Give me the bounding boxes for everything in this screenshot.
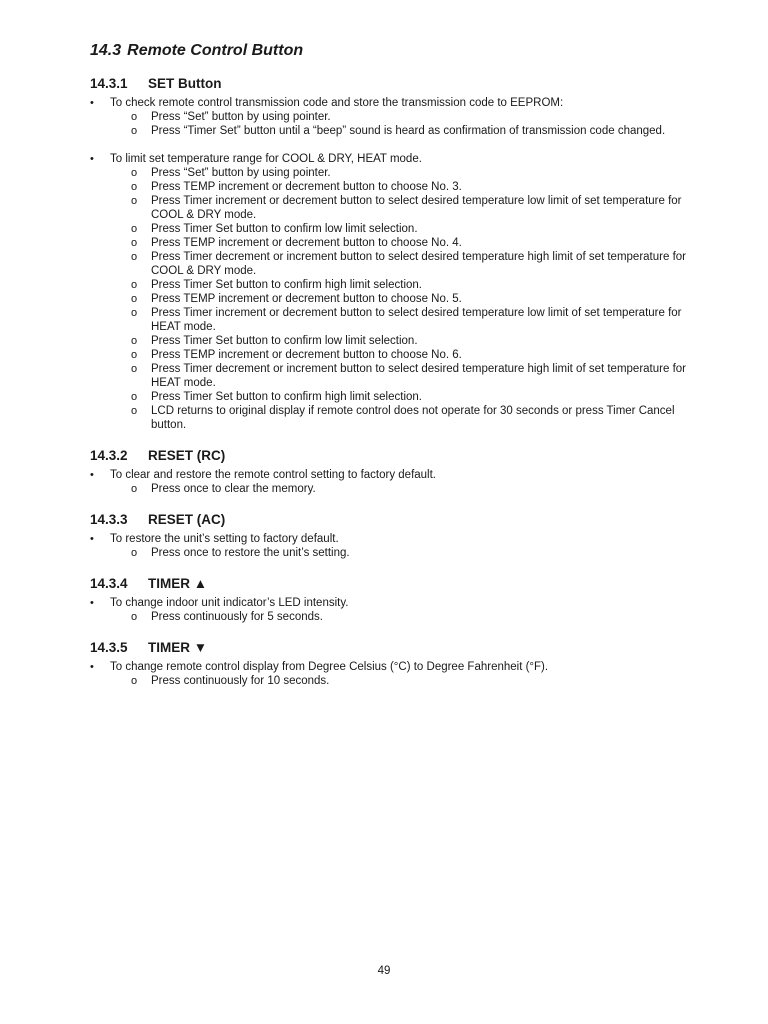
sub-bullet-marker: o [131, 125, 138, 137]
subsection-title: TIMER ▼ [148, 640, 208, 655]
section-title-text: Remote Control Button [127, 42, 304, 59]
sub-bullet-marker: o [131, 251, 138, 263]
sub-bullet-item [110, 348, 690, 362]
sub-bullet-marker: o [131, 237, 138, 249]
bullet-marker: • [90, 469, 94, 481]
sub-bullet-text: Press “Set” button by using pointer. [151, 111, 331, 123]
sub-bullet-marker: o [131, 111, 138, 123]
sub-bullet-item [110, 222, 690, 236]
sub-bullet-marker: o [131, 279, 138, 291]
sub-bullet-list [110, 110, 690, 138]
sub-bullet-item [110, 250, 690, 278]
subsection-14-3-5 [90, 639, 690, 688]
sub-bullet-item [110, 362, 690, 390]
sub-bullet-text: Press Timer Set button to confirm low limit selection. [151, 223, 418, 235]
subsection-heading [90, 575, 690, 593]
subsection-number: 14.3.3 [90, 512, 128, 527]
sub-bullet-list [110, 482, 690, 496]
sub-bullet-marker: o [131, 547, 138, 559]
sub-bullet-item [110, 306, 690, 334]
bullet-list [90, 468, 690, 496]
sub-bullet-text: Press Timer increment or decrement button to select desired temperature low limit of set temperature for HEAT mode. [151, 307, 682, 333]
sub-bullet-marker: o [131, 405, 138, 417]
sub-bullet-item [110, 334, 690, 348]
sub-bullet-item [110, 404, 690, 432]
sub-bullet-text: Press Timer increment or decrement button to select desired temperature low limit of set temperature for COOL & DRY mode. [151, 195, 682, 221]
bullet-text: To change indoor unit indicator’s LED intensity. [110, 597, 349, 609]
sub-bullet-marker: o [131, 293, 138, 305]
sub-bullet-marker: o [131, 349, 138, 361]
sub-bullet-text: Press Timer Set button to confirm low limit selection. [151, 335, 418, 347]
subsection-title: SET Button [148, 76, 222, 91]
bullet-text: To check remote control transmission code and store the transmission code to EEPROM: [110, 97, 564, 109]
subsection-heading [90, 447, 690, 465]
sub-bullet-marker: o [131, 167, 138, 179]
bullet-item [90, 596, 690, 624]
bullet-item [90, 660, 690, 688]
subsection-heading [90, 639, 690, 657]
bullet-marker: • [90, 97, 94, 109]
sub-bullet-text: Press “Timer Set” button until a “beep” sound is heard as confirmation of transmission code changed. [151, 125, 666, 137]
subsection-number: 14.3.1 [90, 76, 128, 91]
sub-bullet-list [110, 546, 690, 560]
sub-bullet-item [110, 292, 690, 306]
sub-bullet-text: Press TEMP increment or decrement button to choose No. 6. [151, 349, 462, 361]
bullet-list [90, 660, 690, 688]
bullet-text: To clear and restore the remote control setting to factory default. [110, 469, 437, 481]
sub-bullet-text: Press Timer decrement or increment button to select desired temperature high limit of set temperature for COOL & DRY mode. [151, 251, 686, 277]
sub-bullet-list [110, 674, 690, 688]
bullet-marker: • [90, 597, 94, 609]
sub-bullet-marker: o [131, 611, 138, 623]
subsection-14-3-2 [90, 447, 690, 496]
sub-bullet-text: Press once to restore the unit’s setting. [151, 547, 350, 559]
subsection-14-3-1 [90, 75, 690, 432]
sub-bullet-text: Press TEMP increment or decrement button to choose No. 3. [151, 181, 462, 193]
sub-bullet-item [110, 110, 690, 124]
sub-bullet-marker: o [131, 483, 138, 495]
bullet-list [90, 96, 690, 432]
sub-bullet-item [110, 674, 690, 688]
page-number: 49 [377, 965, 391, 977]
sub-bullet-item [110, 180, 690, 194]
bullet-item [90, 152, 690, 432]
subsection-14-3-3 [90, 511, 690, 560]
sub-bullet-text: Press continuously for 5 seconds. [151, 611, 323, 623]
subsection-heading [90, 511, 690, 529]
sub-bullet-marker: o [131, 335, 138, 347]
bullet-marker: • [90, 661, 94, 673]
sub-bullet-marker: o [131, 675, 138, 687]
sub-bullet-item [110, 278, 690, 292]
sub-bullet-text: Press Timer decrement or increment button to select desired temperature high limit of set temperature for HEAT mode. [151, 363, 686, 389]
sub-bullet-item [110, 482, 690, 496]
sub-bullet-marker: o [131, 307, 138, 319]
section-title [90, 40, 303, 62]
sub-bullet-text: Press Timer Set button to confirm high limit selection. [151, 391, 422, 403]
sub-bullet-text: Press continuously for 10 seconds. [151, 675, 330, 687]
subsection-number: 14.3.2 [90, 448, 128, 463]
bullet-text: To limit set temperature range for COOL & DRY, HEAT mode. [110, 153, 422, 165]
sub-bullet-marker: o [131, 195, 138, 207]
subsection-number: 14.3.5 [90, 640, 128, 655]
sub-bullet-text: Press once to clear the memory. [151, 483, 316, 495]
sub-bullet-text: Press “Set” button by using pointer. [151, 167, 331, 179]
subsection-number: 14.3.4 [90, 576, 128, 591]
bullet-list [90, 596, 690, 624]
subsection-title: TIMER ▲ [148, 576, 208, 591]
sub-bullet-text: Press TEMP increment or decrement button to choose No. 4. [151, 237, 462, 249]
bullet-text: To change remote control display from Degree Celsius (°C) to Degree Fahrenheit (°F). [110, 661, 549, 673]
sub-bullet-text: LCD returns to original display if remote control does not operate for 30 seconds or press Timer Cancel button. [151, 405, 675, 431]
sub-bullet-item [110, 610, 690, 624]
bullet-marker: • [90, 533, 94, 545]
sub-bullet-item [110, 546, 690, 560]
subsection-title: RESET (AC) [148, 512, 226, 527]
subsection-heading [90, 75, 690, 93]
bullet-list [90, 532, 690, 560]
sub-bullet-text: Press TEMP increment or decrement button to choose No. 5. [151, 293, 462, 305]
sub-bullet-marker: o [131, 223, 138, 235]
bullet-marker: • [90, 153, 94, 165]
sub-bullet-item [110, 194, 690, 222]
section-number: 14.3 [90, 42, 122, 59]
sub-bullet-marker: o [131, 363, 138, 375]
sub-bullet-item [110, 390, 690, 404]
subsection-title: RESET (RC) [148, 448, 226, 463]
bullet-item [90, 532, 690, 560]
sub-bullet-marker: o [131, 391, 138, 403]
bullet-text: To restore the unit’s setting to factory default. [110, 533, 339, 545]
bullet-item [90, 96, 690, 138]
sub-bullet-item [110, 166, 690, 180]
bullet-item [90, 468, 690, 496]
sub-bullet-item [110, 236, 690, 250]
sub-bullet-marker: o [131, 181, 138, 193]
subsection-14-3-4 [90, 575, 690, 624]
sub-bullet-list [110, 166, 690, 432]
sub-bullet-text: Press Timer Set button to confirm high limit selection. [151, 279, 422, 291]
sub-bullet-item [110, 124, 690, 138]
sub-bullet-list [110, 610, 690, 624]
